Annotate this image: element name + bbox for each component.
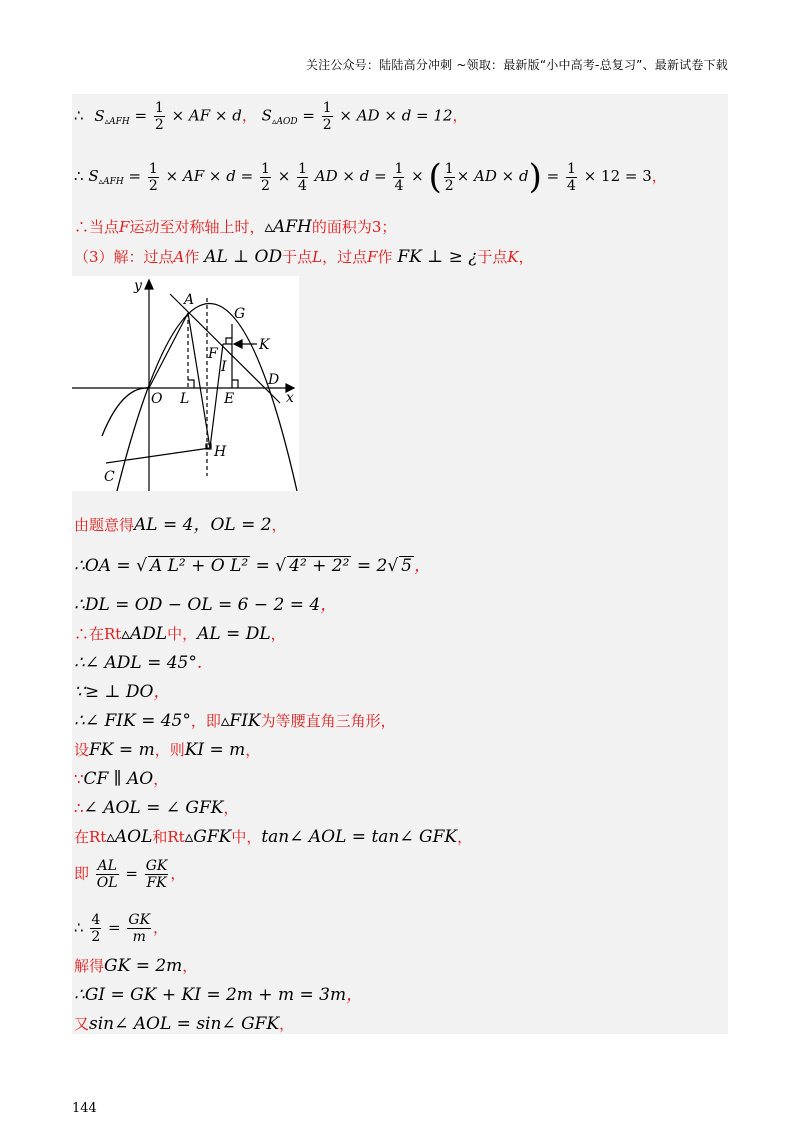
- equals: =: [546, 167, 560, 185]
- line-8: [74, 625, 286, 643]
- line-13: [74, 770, 168, 788]
- equation: AL = DL: [197, 624, 271, 644]
- punct: .: [196, 653, 203, 673]
- line-11: [74, 712, 396, 730]
- equation: AL ⊥ OD: [204, 247, 283, 267]
- equation: sin∠ AOL = sin∠ GFK: [89, 1014, 280, 1034]
- times: ×: [411, 167, 424, 185]
- radicand: 4² + 2²: [289, 556, 350, 576]
- line-14: [74, 799, 239, 817]
- text: 运动至对称轴上时，: [129, 218, 265, 236]
- radicand: 5: [401, 556, 412, 576]
- right-paren: ): [528, 157, 542, 197]
- page-number: 144: [72, 1101, 97, 1116]
- k-pointer-arrow: [234, 340, 242, 348]
- text: ∴在Rt: [74, 625, 122, 643]
- text: 和Rt: [152, 828, 185, 846]
- punct: ，: [170, 864, 186, 883]
- punct: ，: [245, 741, 261, 759]
- parabola-figure: [72, 276, 299, 491]
- because-symbol: ∵: [74, 770, 84, 788]
- expression: × AD × d: [456, 167, 529, 185]
- radicand: A L² + O L²: [149, 556, 249, 576]
- equation: ∴OA =: [74, 556, 131, 576]
- point-label: K: [507, 248, 519, 266]
- line-9: [74, 654, 202, 672]
- segment-oa: [149, 313, 188, 388]
- line-6: ∴OA = √ A L² + O L² = √ 4² + 2² = 2√ 5 ，: [74, 556, 431, 576]
- punct: ，: [153, 682, 171, 702]
- equation: tan∠ AOL = tan∠ GFK: [261, 827, 458, 847]
- line-19: [74, 986, 363, 1004]
- area-symbol: S: [88, 167, 99, 185]
- y-axis-arrow: [145, 280, 153, 289]
- punct: ，: [270, 625, 286, 643]
- text: 作: [377, 248, 393, 266]
- punct: ，: [279, 1015, 295, 1033]
- line-16: [74, 858, 185, 891]
- equation: ∵≥ ⊥ DO: [74, 682, 154, 702]
- point-label: F: [367, 248, 378, 266]
- expression: × AF × d =: [165, 167, 254, 185]
- right-angle-l: [188, 380, 194, 388]
- text: 在Rt: [74, 828, 107, 846]
- therefore-symbol: ∴: [74, 799, 84, 817]
- punct: ，: [320, 595, 338, 615]
- text: ，过点: [322, 248, 368, 266]
- fraction: $\frac{1}{2}$: [148, 160, 158, 194]
- label-h: H: [214, 444, 227, 460]
- triangle-label: ▵AOL: [106, 827, 153, 847]
- text: 中，: [167, 625, 198, 643]
- line-17: [74, 912, 168, 945]
- line-1: [74, 100, 468, 133]
- equation: KI = m: [184, 740, 246, 760]
- line-2: [74, 157, 667, 197]
- label-f: F: [208, 346, 218, 362]
- punct: ，: [182, 957, 198, 975]
- label-k: K: [259, 337, 270, 353]
- label-a: A: [184, 292, 195, 308]
- fraction: $\frac{1}{2}$: [260, 160, 270, 194]
- fraction: $\frac{4}{2}$: [91, 912, 101, 945]
- label-g: G: [234, 306, 246, 322]
- area-subscript: ▵AOD: [271, 116, 298, 127]
- punct: ，: [241, 106, 257, 125]
- text: 于点: [282, 248, 313, 266]
- line-3: [74, 218, 396, 236]
- punct: ，: [271, 516, 287, 534]
- equals: =: [255, 556, 270, 576]
- equals: =: [302, 106, 320, 125]
- expression: × AF × d: [171, 106, 242, 125]
- text: ，即: [190, 712, 221, 730]
- triangle-label: ▵FIK: [220, 711, 261, 731]
- equation: ∴∠ ADL = 45°: [74, 653, 197, 673]
- triangle-label: ▵ADL: [121, 624, 168, 644]
- equation: = 2: [356, 556, 388, 576]
- equation: ∴∠ FIK = 45°: [74, 711, 191, 731]
- label-d: D: [268, 372, 280, 388]
- line-5: [74, 516, 287, 534]
- point-label: L: [312, 248, 323, 266]
- punct: ，: [457, 828, 473, 846]
- triangle-label: ▵GFK: [184, 827, 232, 847]
- label-y: y: [134, 278, 142, 294]
- label-x: x: [286, 390, 294, 406]
- left-paren: (: [428, 157, 442, 197]
- expression: × 12 = 3: [583, 167, 652, 185]
- equation: ∴GI = GK + KI = 2m + m = 3m: [74, 985, 347, 1005]
- text: ∴当点: [74, 218, 120, 236]
- text: 于点: [477, 248, 508, 266]
- equation: ∴DL = OD − OL = 6 − 2 = 4: [74, 595, 321, 615]
- text: 由题意得: [74, 516, 135, 534]
- punct: ，: [414, 556, 431, 576]
- text: 中，: [231, 828, 262, 846]
- text: （3）解：过点: [74, 248, 174, 266]
- fraction: $\frac{GK}{m}$: [128, 912, 151, 945]
- fraction: $\frac{AL}{OL}$: [96, 858, 118, 891]
- line-18: [74, 957, 197, 975]
- equation: AL = 4，OL = 2: [134, 515, 272, 535]
- text: ，则: [154, 741, 185, 759]
- line-20: [74, 1015, 294, 1033]
- equals: =: [125, 864, 138, 883]
- label-l: L: [180, 391, 190, 407]
- punct: ，: [651, 167, 667, 185]
- therefore-symbol: ∴: [74, 918, 84, 937]
- segment-ch: [106, 448, 210, 463]
- punct: ，: [346, 985, 364, 1005]
- line-12: [74, 741, 260, 759]
- area-subscript: ▵AFH: [104, 116, 130, 127]
- fraction-half: $\frac{1}{2}$: [154, 100, 164, 133]
- fraction-half: $\frac{1}{2}$: [322, 100, 332, 133]
- right-angle-k: [226, 338, 232, 344]
- label-c: C: [104, 469, 115, 485]
- text: 解得: [74, 957, 105, 975]
- label-o: O: [151, 391, 163, 407]
- equation: FK ⊥ ≥ ¿: [397, 247, 478, 267]
- punct: ，: [518, 248, 534, 266]
- expression: × AD × d = 12: [339, 106, 453, 125]
- punct: ，: [153, 770, 169, 788]
- therefore-symbol: ∴: [74, 167, 84, 185]
- punct: ，: [153, 918, 169, 937]
- text: 作: [184, 248, 200, 266]
- equals: =: [134, 106, 152, 125]
- label-i: I: [221, 359, 227, 375]
- text: 设: [74, 741, 90, 759]
- label-e: E: [224, 391, 235, 407]
- triangle-label: ▵AFH: [264, 217, 312, 237]
- text: 的面积为3；: [311, 218, 397, 236]
- area-subscript: ▵AFH: [98, 177, 124, 187]
- area-symbol: S: [94, 106, 105, 125]
- equation: GK = 2m: [104, 956, 183, 976]
- text: 又: [74, 1015, 90, 1033]
- point-label: A: [173, 248, 185, 266]
- fraction: $\frac{1}{4}$: [298, 160, 307, 194]
- equation: ∠ AOL = ∠ GFK: [83, 798, 224, 818]
- area-symbol: S: [261, 106, 272, 125]
- geometry-diagram: [72, 276, 299, 491]
- equals: =: [108, 918, 121, 937]
- equation: CF ∥ AO: [83, 769, 154, 789]
- line-4: [74, 248, 534, 266]
- times: ×: [277, 167, 291, 185]
- right-angle-e: [232, 380, 238, 388]
- expression: AD × d =: [314, 167, 387, 185]
- fraction: $\frac{1}{4}$: [567, 160, 576, 194]
- fraction: $\frac{GK}{FK}$: [145, 858, 168, 891]
- fraction: $\frac{1}{2}$: [444, 160, 454, 194]
- punct: ，: [223, 799, 239, 817]
- equation: FK = m: [89, 740, 155, 760]
- text: 为等腰直角三角形，: [260, 712, 396, 730]
- therefore-symbol: ∴: [74, 106, 84, 125]
- page-header: 关注公众号：陆陆高分冲刺 ~领取：最新版“小中高考-总复习”、最新试卷下载: [305, 58, 728, 72]
- fraction: $\frac{1}{4}$: [394, 160, 404, 194]
- parabola: [102, 304, 297, 492]
- line-15: [74, 828, 472, 846]
- text: 即: [74, 864, 90, 883]
- line-7: [74, 596, 337, 614]
- line-10: [74, 683, 170, 701]
- punct: ，: [452, 106, 468, 125]
- point-label: F: [119, 218, 130, 236]
- equals: =: [128, 167, 142, 185]
